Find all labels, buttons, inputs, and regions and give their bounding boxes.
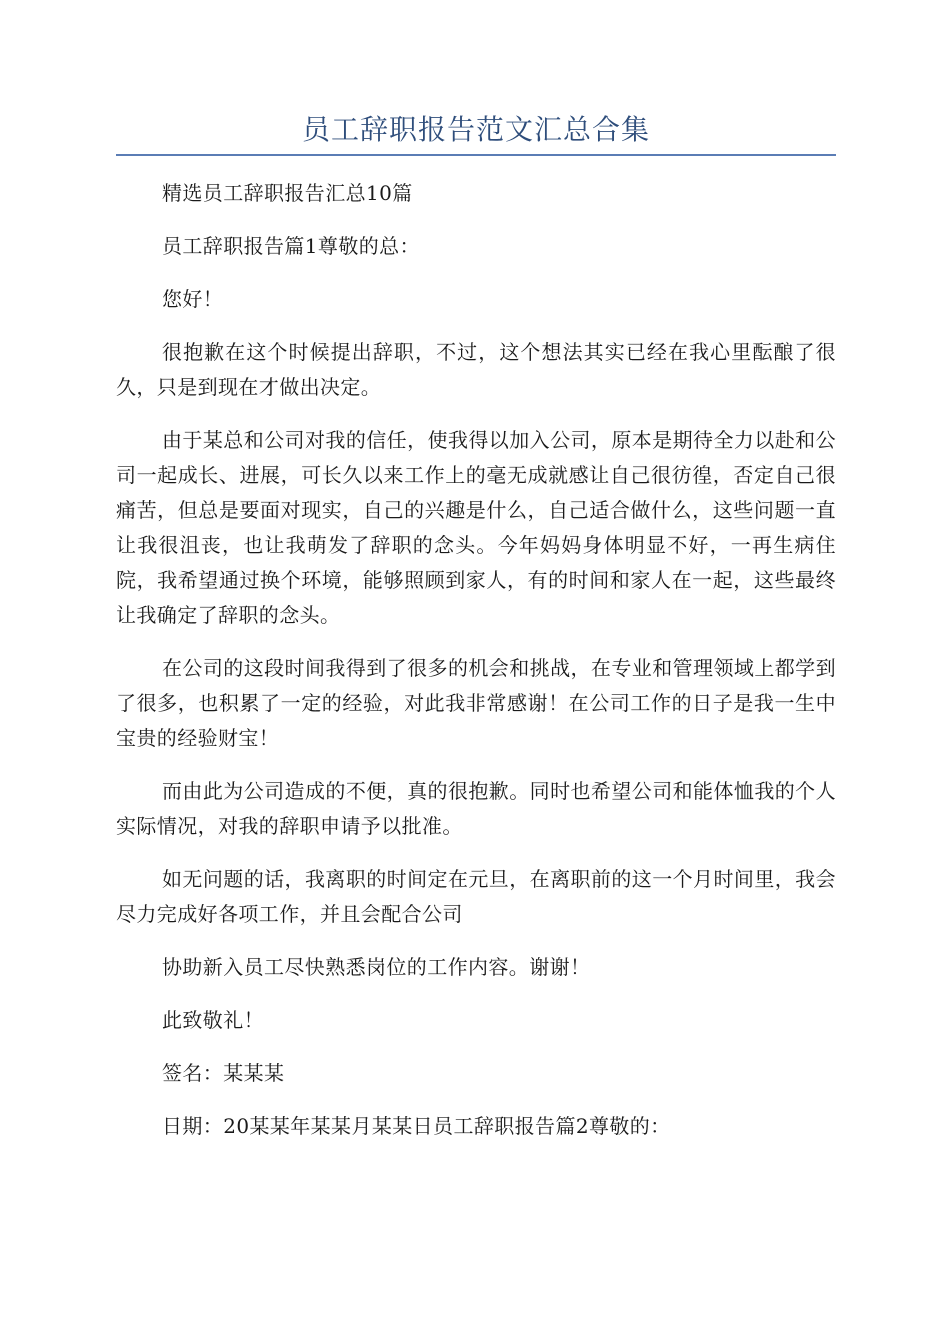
- paragraph-body: 在公司的这段时间我得到了很多的机会和挑战，在专业和管理领域上都学到了很多，也积累了一定的经验，对此我非常感谢！在公司工作的日子是我一生中宝贵的经验财宝！: [116, 656, 836, 750]
- paragraph-body: 如无问题的话，我离职的时间定在元旦，在离职前的这一个月时间里，我会尽力完成好各项工作，并且会配合公司: [116, 867, 836, 926]
- paragraph-closing: 此致敬礼！: [162, 1008, 264, 1032]
- paragraph-body: 很抱歉在这个时候提出辞职，不过，这个想法其实已经在我心里酝酿了很久，只是到现在才做出决定。: [116, 340, 836, 399]
- paragraph-body: 协助新入员工尽快熟悉岗位的工作内容。谢谢！: [162, 955, 591, 979]
- paragraph-subtitle: 精选员工辞职报告汇总10篇: [162, 181, 413, 205]
- paragraph-salutation-heading: 员工辞职报告篇1尊敬的总：: [162, 234, 420, 258]
- title-underline: [116, 154, 836, 156]
- document-body: [116, 176, 836, 1162]
- paragraph-body: 由于某总和公司对我的信任，使我得以加入公司，原本是期待全力以赴和公司一起成长、进展，可长久以来工作上的毫无成就感让自己很彷徨，否定自己很痛苦，但总是要面对现实，自己的兴趣是什么，自己适合做什么，这些问题一直让我很沮丧，也让我萌发了辞职的念头。今年妈妈身体明显不好，一再生病住院，我希望通过换个环境，能够照顾到家人，有的时间和家人在一起，这些最终让我确定了辞职的念头。: [116, 428, 836, 627]
- paragraph-body: 而由此为公司造成的不便，真的很抱歉。同时也希望公司和能体恤我的个人实际情况，对我的辞职申请予以批准。: [116, 779, 836, 838]
- title-block: [116, 108, 836, 156]
- paragraph-greeting: 您好！: [162, 287, 224, 311]
- page-title: 员工辞职报告范文汇总合集: [301, 113, 650, 146]
- paragraph-signature: 签名：某某某: [162, 1061, 285, 1085]
- paragraph-date: 日期：20某某年某某月某某日员工辞职报告篇2尊敬的：: [162, 1114, 671, 1138]
